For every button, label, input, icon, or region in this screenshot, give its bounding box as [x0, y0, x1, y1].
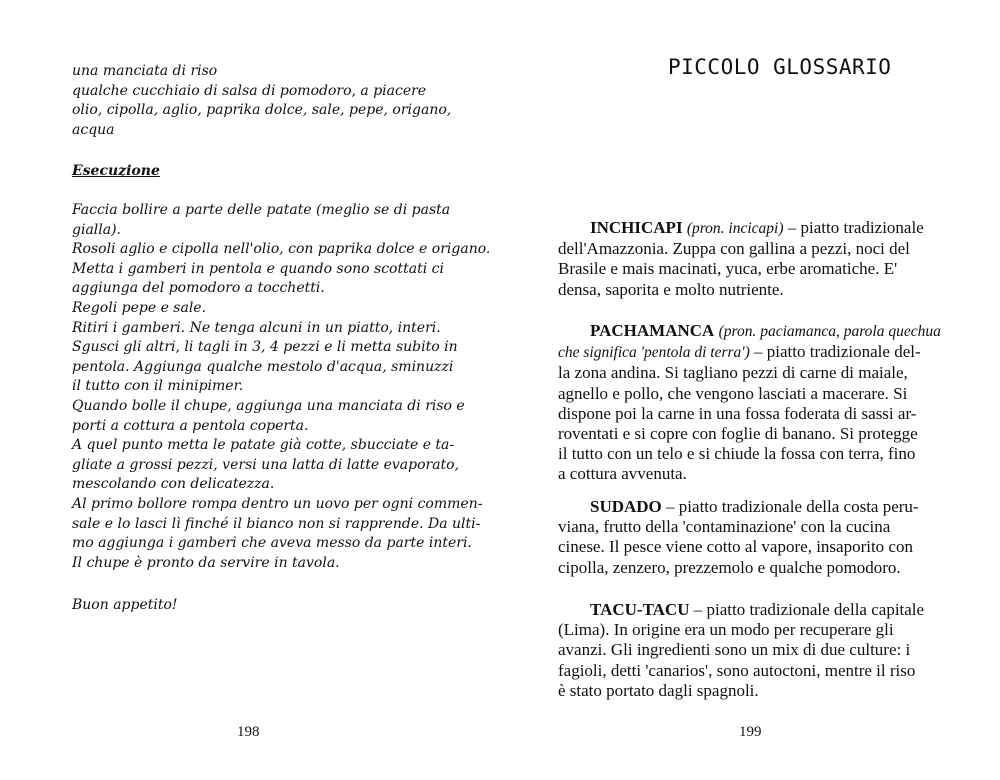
step-line: Rosoli aglio e cipolla nell'olio, con paprika dolce e origano.	[72, 241, 491, 258]
entry-text: – piatto tradizionale della costa peru-	[661, 497, 919, 516]
entry-line: cipolla, zenzero, prezzemolo e qualche pomodoro.	[558, 557, 901, 577]
entry-first-line	[558, 321, 948, 342]
entry-line: densa, saporita e molto nutriente.	[558, 279, 784, 299]
step-line: Al primo bollore rompa dentro un uovo per ogni commen-	[72, 495, 483, 512]
closing-line: Buon appetito!	[72, 597, 178, 613]
step-line: A quel punto metta le patate già cotte, sbucciate e ta-	[72, 437, 455, 454]
page-number: 198	[237, 724, 260, 740]
step-line: pentola. Aggiunga qualche mestolo d'acqua, sminuzzi	[72, 358, 454, 375]
step-line: gliate a grossi pezzi, versi una latta di latte evaporato,	[72, 456, 460, 473]
entry-pronunciation: (pron. paciamanca, parola quechua	[718, 323, 941, 340]
entry-line: dell'Amazzonia. Zuppa con gallina a pezzi, noci del	[558, 239, 910, 259]
step-line: aggiunga del pomodoro a tocchetti.	[72, 280, 325, 297]
step-line: il tutto con il minipimer.	[72, 378, 244, 395]
ingredient-list	[72, 62, 452, 140]
step-line: Faccia bollire a parte delle patate (meglio se di pasta	[72, 202, 451, 218]
ingredient-line: qualche cucchiaio di salsa di pomodoro, a piacere	[72, 82, 427, 99]
entry-line: la zona andina. Si tagliano pezzi di carne di maiale,	[558, 363, 908, 383]
ingredient-line: olio, cipolla, aglio, paprika dolce, sale, pepe, origano,	[72, 102, 452, 119]
step-line: Sgusci gli altri, li tagli in 3, 4 pezzi e li metta subito in	[72, 339, 458, 356]
entry-term: SUDADO	[590, 497, 662, 516]
entry-first-line	[558, 218, 948, 239]
entry-line: avanzi. Gli ingredienti sono un mix di due culture: i	[558, 640, 911, 660]
entry-text: – piatto tradizionale della capitale	[689, 600, 925, 619]
entry-pronunciation: (pron. incicapi)	[686, 220, 784, 237]
step-line: sale e lo lasci lì finché il bianco non si rapprende. Da ulti-	[72, 515, 481, 532]
entry-line: il tutto con un telo e si chiude la fossa con terra, fino	[558, 444, 916, 464]
ingredient-line: acqua	[72, 121, 115, 138]
step-line: porti a cottura a pentola coperta.	[72, 417, 309, 434]
entry-line: Brasile e mais macinati, yuca, erbe aromatiche. E'	[558, 259, 898, 279]
step-line: Quando bolle il chupe, aggiunga una manciata di riso e	[72, 397, 465, 414]
entry-line: (Lima). In origine era un modo per recuperare gli	[558, 620, 894, 640]
entry-term: INCHICAPI	[590, 218, 683, 237]
entry-term: TACU-TACU	[590, 600, 690, 619]
entry-line: dispone poi la carne in una fossa foderata di sassi ar-	[558, 403, 917, 423]
glossary-entry-inchicapi	[558, 218, 948, 300]
page-number: 199	[739, 724, 762, 740]
entry-text: – piatto tradizionale del-	[749, 342, 921, 362]
right-page	[500, 0, 1000, 780]
step-line: mo aggiunga i gamberi che aveva messo da parte interi.	[72, 535, 472, 552]
entry-term: PACHAMANCA	[590, 321, 715, 340]
step-line: mescolando con delicatezza.	[72, 476, 275, 493]
recipe-steps	[72, 201, 491, 573]
step-line: Ritiri i gamberi. Ne tenga alcuni in un piatto, interi.	[72, 319, 441, 336]
glossary-title: PICCOLO GLOSSARIO	[668, 55, 892, 79]
entry-first-line	[558, 497, 948, 517]
entry-first-line	[558, 600, 948, 620]
step-line: Il chupe è pronto da servire in tavola.	[72, 554, 340, 571]
entry-pronunciation-cont: che significa 'pentola di terra')	[558, 344, 750, 362]
step-line: Metta i gamberi in pentola e quando sono scottati ci	[72, 260, 444, 277]
ingredient-line: una manciata di riso	[72, 63, 218, 79]
entry-line: roventati e si copre con foglie di banano. Si protegge	[558, 424, 918, 444]
glossary-entry-tacu-tacu	[558, 600, 948, 701]
entry-text: – piatto tradizionale	[783, 218, 924, 237]
entry-line: cinese. Il pesce viene cotto al vapore, insaporito con	[558, 537, 913, 557]
section-heading: Esecuzione	[72, 163, 160, 179]
glossary-entry-pachamanca	[558, 321, 948, 485]
entry-line: è stato portato dagli spagnoli.	[558, 680, 759, 700]
entry-line: viana, frutto della 'contaminazione' con la cucina	[558, 517, 891, 537]
entry-line: agnello e pollo, che vengono lasciati a macerare. Si	[558, 383, 908, 403]
entry-line: fagioli, detti 'canarios', sono autoctoni, mentre il riso	[558, 660, 916, 680]
entry-second-line	[558, 342, 948, 363]
entry-line: a cottura avvenuta.	[558, 464, 687, 484]
step-line: gialla).	[72, 221, 121, 238]
step-line: Regoli pepe e sale.	[72, 299, 207, 316]
glossary-entry-sudado	[558, 497, 948, 578]
